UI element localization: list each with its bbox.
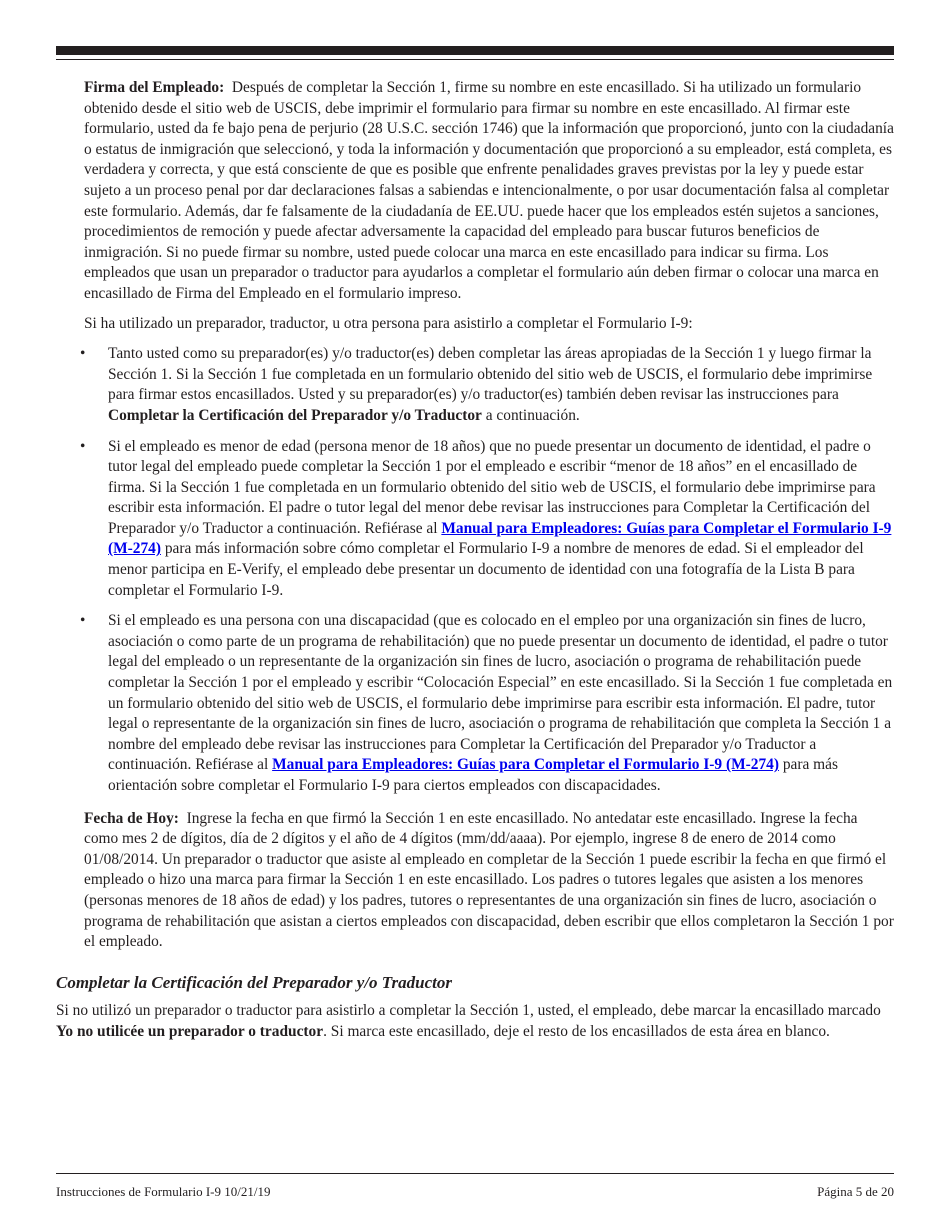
header-rule-thick [56, 46, 894, 55]
bullet-item-discapacidad [56, 611, 894, 796]
bullet-text: a continuación. [481, 406, 580, 424]
intro-preparador: Si ha utilizado un preparador, traductor, u otra persona para asistirlo a completar el Formulario I-9: [84, 314, 693, 332]
firma-empleado-paragraph [56, 78, 894, 305]
bullet-text: Tanto usted como su preparador(es) y/o traductor(es) deben completar las áreas apropiadas de la Sección 1 y luego firmar la Sección 1. Si la Sección 1 fue completada en un formulario obtenido del sitio web de USCIS, el formulario debe imprimirse para firmar estos encasillados. Usted y su preparador(es) y/o traductor(es) también deben revisar las instrucciones para [108, 345, 873, 404]
bullet-text: Si el empleado es menor de edad (persona menor de 18 años) que no puede presentar un documento de identidad, el padre o tutor legal del empleado puede completar la Sección 1 por el empleado e escribir “menor de 18 años” en el encasillado de firma. Si la Sección 1 fue completada en un formulario obtenido del sitio web de USCIS, el formulario debe imprimirse para escribir esta información. El padre o tutor legal del menor debe revisar las instrucciones para Completar la Certificación del Preparador y/o Traductor a continuación. Refiérase al [108, 437, 876, 537]
bullet-text: para más información sobre cómo completar el Formulario I-9 a nombre de menores de edad. Si el empleador del menor participa en E-Verify, el empleado debe presentar un documento de identidad con una fotografía de la Lista B para completar el Formulario I-9. [108, 540, 864, 599]
certificacion-text: . Si marca este encasillado, deje el resto de los encasillados de esta área en blanco. [323, 1022, 830, 1040]
bullet-text: para más orientación sobre completar el Formulario I-9 para ciertos empleados con discapacidades. [108, 756, 838, 794]
bullet-list [56, 344, 894, 796]
fecha-hoy-paragraph [56, 809, 894, 953]
footer-rule [56, 1173, 894, 1174]
header-rule-thin [56, 59, 894, 60]
bullet-symbol: • [80, 437, 86, 455]
certificacion-heading: Completar la Certificación del Preparador y/o Traductor [56, 972, 453, 992]
bullet-symbol: • [80, 612, 86, 630]
fecha-hoy-label: Fecha de Hoy: [84, 809, 179, 827]
bullet-item-preparador [56, 344, 894, 426]
bullet-symbol: • [80, 345, 86, 363]
bullet-text: Si el empleado es una persona con una discapacidad (que es colocado en el empleo por una organización sin fines de lucro, asociación o como parte de un programa de rehabilitación) que no puede presentar un documento de identidad, el padre o tutor legal del empleado o un representante de la organización sin fines de lucro, asociación o programa de rehabilitación puede completar la Sección 1 por el empleado y escribir “Colocación Especial” en este encasillado. Si la Sección 1 fue completada en un formulario obtenido del sitio web de USCIS, el formulario debe imprimirse para escribir esta información. El padre, tutor legal o representante de la organización sin fines de lucro, asociación o programa de rehabilitación que completa la Sección 1 a nombre del empleado debe revisar las instrucciones para Completar la Certificación del Preparador y/o Traductor a continuación. Refiérase al [108, 612, 893, 774]
firma-empleado-text: Después de completar la Sección 1, firme su nombre en este encasillado. Si ha utilizado un formulario obtenido desde el sitio web de USCIS, debe imprimir el formulario para firmar su nombre en este encasillado. Al firmar este formulario, usted da fe bajo pena de perjurio (28 U.S.C. sección 1746) que la información que proporcionó, junto con la ciudadanía o estatus de inmigración que seleccionó, y toda la información y documentación que proporcionó a su empleador, está completa, es verdadera y correcta, y que está consciente de que es posible que enfrente penalidades graves previstas por la ley y puede estar sujeto a un proceso penal por dar declaraciones falsas a sabiendas e intencionalmente, o por usar documentación falsa al completar este formulario. Además, dar fe falsamente de la ciudadanía de EE.UU. puede hacer que los empleados estén sujetos a sanciones, procedimientos de remoción y puede afectar adversamente la capacidad del empleado para buscar futuros beneficios de inmigración. Si no puede firmar su nombre, usted puede colocar una marca en este encasillado para indicar su firma. Los empleados que usan un preparador o traductor para ayudarlos a completar el formulario aún deben firmar o colocar una marca en encasillado de Firma del Empleado en el formulario impreso. [84, 79, 894, 302]
footer-form-info: Instrucciones de Formulario I-9 10/21/19 [56, 1184, 271, 1199]
certificacion-bold: Yo no utilicée un preparador o traductor [56, 1022, 324, 1040]
bullet-item-menor [56, 437, 894, 602]
manual-m274-link[interactable]: Manual para Empleadores: Guías para Completar el Formulario I-9 (M-274) [108, 519, 892, 558]
page-content [56, 78, 894, 1043]
manual-m274-link[interactable]: Manual para Empleadores: Guías para Completar el Formulario I-9 (M-274) [272, 756, 779, 774]
fecha-hoy-text: Ingrese la fecha en que firmó la Sección 1 en este encasillado. No antedatar este encasillado. Ingrese la fecha como mes 2 de dígitos, día de 2 dígitos y el año de 4 dígitos (mm/dd/aaaa). Por ejemplo, ingrese 8 de enero de 2014 como 01/08/2014. Un preparador o traductor que asiste al empleado en completar de la Sección 1 puede escribir la fecha en que firmó el empleado o hizo una marca para firmar la Sección 1 en este encasillado. Los padres o tutores legales que asisten a los menores (personas menores de 18 años de edad) y los padres, tutores o representantes de una organización sin fines de lucro, asociación o programa de rehabilitación que asistan a ciertos empleados con discapacidad, deben escribir que ellos completaron la Sección 1 por el empleado. [84, 809, 894, 951]
certificacion-text: Si no utilizó un preparador o traductor para asistirlo a completar la Sección 1, usted, el empleado, debe marcar la encasillado marcado [56, 1002, 881, 1020]
certificacion-paragraph [56, 1001, 894, 1042]
firma-empleado-label: Firma del Empleado: [84, 79, 225, 96]
footer-page-number: Página 5 de 20 [817, 1184, 894, 1199]
bullet-bold: Completar la Certificación del Preparador y/o Traductor [108, 406, 482, 424]
